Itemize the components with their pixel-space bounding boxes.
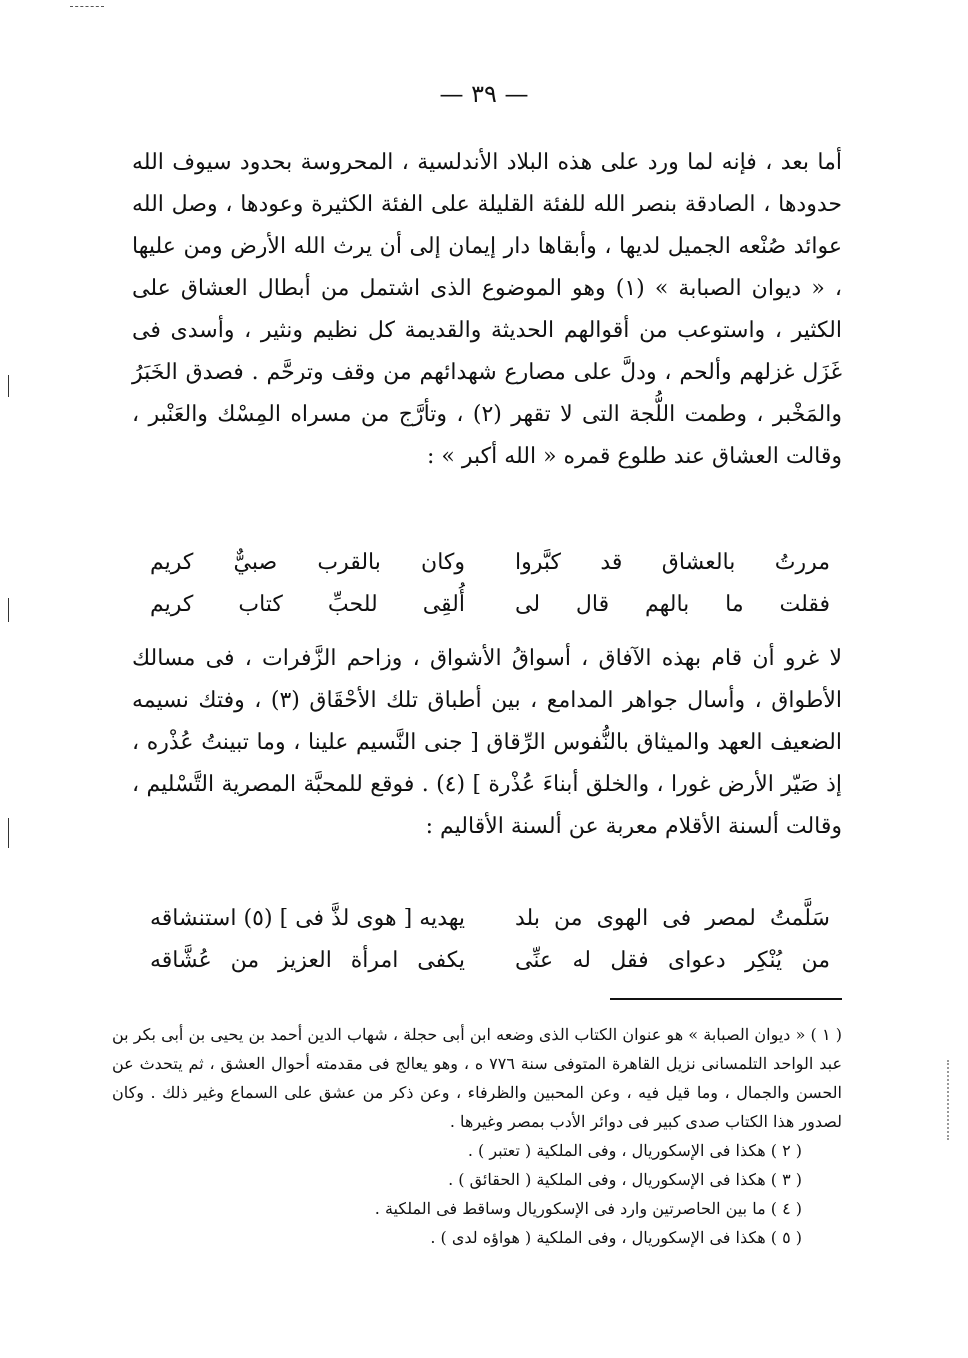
footnote-5: ( ٥ ) هكذا فى الإسكوريال ، وفى الملكية ( هواؤه لدى ) . [430, 1228, 802, 1247]
poem-1 [150, 542, 830, 626]
poem-verse [150, 898, 830, 940]
footnote-4: ( ٤ ) ما بين الحاصرتين وارد فى الإسكوريال وساقط فى الملكية . [374, 1199, 802, 1218]
margin-tick [8, 375, 9, 397]
main-text [132, 142, 842, 478]
footnote-separator [610, 998, 842, 1000]
verse-first-half: من يُنْكِر دعواى فقل له عنِّى [515, 948, 830, 973]
margin-tick [8, 818, 9, 848]
verse-second-half: يهديه [ هوى لذَّ فى ] (٥) استنشاقه [150, 906, 466, 931]
scan-speckle [947, 1060, 952, 1140]
poem-verse [150, 940, 830, 982]
poem-2 [150, 898, 830, 982]
verse-first-half: مررتُ بالعشاق قد كبَّروا [515, 550, 830, 575]
verse-second-half: وكان بالقرب صبيٌّ كريم [150, 550, 465, 575]
paragraph-2: لا غرو أن قام بهذه الآفاق ، أسواقُ الأشواق ، وزاحم الزَّفرات ، فى مسالك الأطواق ، وأسال جواهر المدامع ، بين أطباق تلك الأحْقَاق (٣) ، وفتك نسيمه الضعيف العهد والميثاق بالنُّفوس الرِّقاق [ جنى النَّسيم علينا ، وما تبينتُ عُذْره ، إذ صَيّر الأرض غورا ، والخلق أبناءَ عُذْرة ] (٤) . فوقع للمحبَّة المصرية التَّسْليم ، وقالت ألسنة الأقلام معربة عن ألسنة الأقاليم : [132, 646, 842, 839]
page-number: — ٣٩ — [439, 80, 529, 108]
main-text-2 [132, 638, 842, 848]
poem-verse [150, 584, 830, 626]
verse-second-half: أُلقِى للحبِّ كتاب كريم [150, 592, 465, 617]
footnote-1: ( ١ ) « ديوان الصبابة » هو عنوان الكتاب الذى وضعه ابن أبى حجلة ، شهاب الدين أحمد بن يحيى بن أبى بكر بن عبد الواحد التلمسانى نزيل القاهرة المتوفى سنة ٧٧٦ ه ، وهو يعالج فى مقدمته أحوال العشق ، ثم يتحدث عن الحسن والجمال ، وما قيل فيه ، وعن المحبين والظرفاء ، وعن ذكر من عشق على السماع وغير ذلك . وكان لصدور هذا الكتاب صدى كبير فى دوائر الأدب بمصر وغيرها . [112, 1025, 843, 1131]
margin-tick [8, 598, 9, 622]
footnote-2: ( ٢ ) هكذا فى الإسكوريال ، وفى الملكية ( تعتبر ) . [467, 1141, 802, 1160]
scan-edge-mark [70, 6, 104, 7]
footnotes [112, 1020, 842, 1252]
paragraph-1: أما بعد ، فإنه لما ورد على هذه البلاد الأندلسية ، المحروسة بحدود سيوف الله حدودها ، الصادقة بنصر الله للفئة القليلة على الفئة الكثيرة وعودها ، وصل الله عوائد صُنْعه الجميل لديها ، وأبقاها دار إيمان إلى أن يرث الله الأرض ومن عليها ، « ديوان الصبابة » (١) وهو الموضوع الذى اشتمل من أبطال العشاق على الكثير ، واستوعب من أقوالهم الحديثة والقديمة كل نظيم ونثير ، وأسدى فى غَزَل غزلهم وألحم ، ودلَّ على مصارع شهدائهم من وقف وترحَّم . فصدق الخَبَرُ والمَخْبر ، وطمت اللُّجة التى لا تقهر (٢) ، وتأرَّج من مسراه المِسْك والعَنْبر ، وقالت العشاق عند طلوع قمره « الله أكبر » : [132, 150, 842, 469]
verse-first-half: سَلَّمتُ لمصر فى الهوى من بلد [515, 906, 830, 931]
poem-verse [150, 542, 830, 584]
verse-second-half: يكفى امرأة العزيز من عُشَّاقه [150, 948, 465, 973]
footnote-3: ( ٣ ) هكذا فى الإسكوريال ، وفى الملكية ( الحقائق ) . [448, 1170, 802, 1189]
verse-first-half: فقلت ما بالهم قال لى [515, 592, 830, 617]
